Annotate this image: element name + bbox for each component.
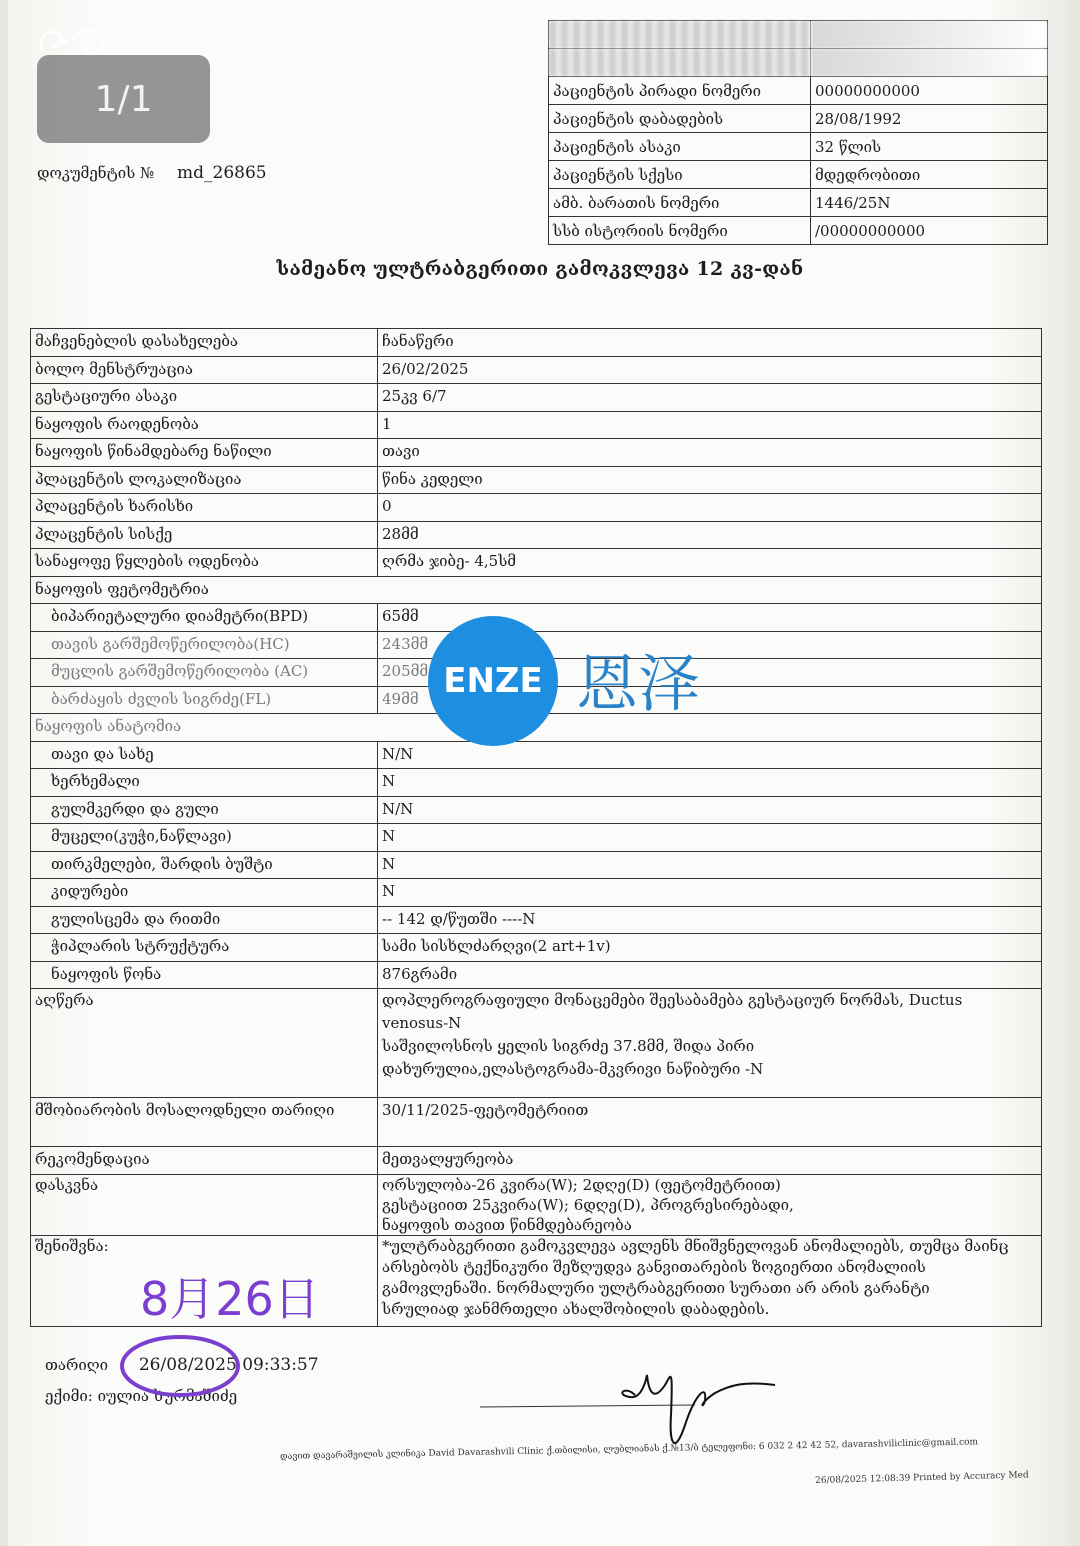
conclusion-line: გესტაციით 25კვირა(W); 6დღე(D), პროგრესირებადი, <box>382 1195 794 1214</box>
doctor-label: ექიმი: <box>45 1387 93 1405</box>
row-label: ჭიპლარის სტრუქტურა <box>31 934 378 962</box>
patient-label: სსბ ისტორიის ნომერი <box>549 217 811 245</box>
table-row <box>31 466 1042 494</box>
row-label: ნაყოფის რაოდენობა <box>31 411 378 439</box>
redacted-cell <box>811 49 1048 77</box>
due-date-label: მშობიარობის მოსალოდნელი თარიღი <box>31 1098 378 1147</box>
description-line: venosus-N <box>382 1014 462 1032</box>
row-label: გულისცემა და რითმი <box>31 906 378 934</box>
recommendation-value: მეთვალყურეობა <box>378 1147 1042 1175</box>
redacted-row <box>549 21 1048 49</box>
row-label: თავი და სახე <box>31 741 378 769</box>
document-number-value: md_26865 <box>177 163 267 183</box>
watermark-text: 恩泽 <box>576 647 701 720</box>
note-line: სრულიად ჯანმრთელი ახალშობილის დაბადების. <box>382 1299 770 1318</box>
patient-value: 32 წლის <box>811 133 1048 161</box>
row-label: სანაყოფე წყლების ოდენობა <box>31 549 378 577</box>
row-label: გესტაციური ასაკი <box>31 384 378 412</box>
page-counter[interactable]: 1/1 <box>37 55 210 143</box>
row-value: წინა კედელი <box>378 466 1042 494</box>
table-row <box>31 961 1042 989</box>
table-row <box>31 439 1042 467</box>
table-row <box>31 769 1042 797</box>
section-header-fetometry <box>31 576 1042 604</box>
note-line: გამოვლენაში. ნორმალური ულტრაბგერითი სურათი არ არის გარანტი <box>382 1278 930 1297</box>
patient-label: პაციენტის პირადი ნომერი <box>549 77 811 105</box>
patient-row <box>549 189 1048 217</box>
row-value: 25კვ 6/7 <box>378 384 1042 412</box>
watermark-badge: ENZE <box>428 616 558 746</box>
row-label: ბარძაყის ძვლის სიგრძე(FL) <box>31 686 378 714</box>
row-value: N/N <box>378 741 1042 769</box>
row-label: ბოლო მენსტრუაცია <box>31 356 378 384</box>
table-row <box>31 934 1042 962</box>
row-value: -- 142 დ/წუთში ----N <box>378 906 1042 934</box>
conclusion-line: ორსულობა-26 კვირა(W); 2დღე(D) (ფეტომეტრიით) <box>382 1175 781 1194</box>
patient-value: 28/08/1992 <box>811 105 1048 133</box>
date-value: 26/08/2025 09:33:57 <box>138 1355 319 1375</box>
row-value: N/N <box>378 796 1042 824</box>
row-value: ჩანაწერი <box>378 329 1042 357</box>
row-label: პლაცენტის ხარისხი <box>31 494 378 522</box>
patient-row <box>549 217 1048 245</box>
table-row <box>31 549 1042 577</box>
row-label: ხერხემალი <box>31 769 378 797</box>
row-value: 243მმ <box>378 631 1042 659</box>
description-line: დოპლეროგრაფიული მონაცემები შეესაბამება გესტაციურ ნორმას, Ductus <box>382 991 963 1009</box>
row-value: 205მმ <box>378 659 1042 687</box>
row-label: მუცლის გარშემოწერილობა (AC) <box>31 659 378 687</box>
note-line: *ულტრაბგერითი გამოკვლევა ავლენს მნიშვნელოვან ანომალიებს, თუმცა მაინც <box>382 1236 1009 1255</box>
date-circle-highlight <box>118 1330 248 1402</box>
table-row <box>31 329 1042 357</box>
watermark <box>428 616 738 736</box>
row-value: N <box>378 769 1042 797</box>
row-label: თირკმელები, შარდის ბუშტი <box>31 851 378 879</box>
row-value: 0 <box>378 494 1042 522</box>
row-label: თავის გარშემოწერილობა(HC) <box>31 631 378 659</box>
redacted-cell <box>549 21 811 49</box>
document-number <box>37 163 267 183</box>
patient-row <box>549 133 1048 161</box>
handwritten-annotation: 8月26日 <box>140 1272 320 1326</box>
row-label: პლაცენტის სისქე <box>31 521 378 549</box>
conclusion-row <box>31 1174 1042 1235</box>
description-label: აღწერა <box>31 989 378 1098</box>
due-date-value: 30/11/2025-ფეტომეტრიით <box>378 1098 1042 1147</box>
conclusion-label: დასკვნა <box>31 1174 378 1235</box>
table-row <box>31 796 1042 824</box>
patient-label: პაციენტის დაბადების <box>549 105 811 133</box>
doctor-name: იულია ხურმაშიძე <box>97 1387 238 1405</box>
table-row <box>31 851 1042 879</box>
note-line: არსებობს ტექნიკური შეზღუდვა განვითარების ზოგიერთი ანომალიის <box>382 1257 926 1276</box>
row-label: პლაცენტის ლოკალიზაცია <box>31 466 378 494</box>
row-label: მუცელი(კუჭი,ნაწლავი) <box>31 824 378 852</box>
table-row <box>31 741 1042 769</box>
section-label: ნაყოფის ანატომია <box>31 714 1042 742</box>
measurements-table <box>30 328 1042 1327</box>
note-label: შენიშვნა: <box>31 1235 378 1326</box>
row-value: N <box>378 851 1042 879</box>
table-row <box>31 824 1042 852</box>
redacted-cell <box>811 21 1048 49</box>
row-value: 49მმ <box>378 686 1042 714</box>
document-title: სამეანო ულტრაბგერითი გამოკვლევა 12 კვ-დან <box>276 258 804 280</box>
redacted-cell <box>549 49 811 77</box>
patient-row <box>549 161 1048 189</box>
clinic-footer: დავით დავარაშვილის კლინიკა David Davarashvili Clinic ქ.თბილისი, ლუბლიანას ქ.№13/ბ ტელეფონი: 6 032 2 42 42 52, davarashviliclinic@gmail.com <box>280 1437 979 1462</box>
row-value: N <box>378 879 1042 907</box>
row-value: 876გრამი <box>378 961 1042 989</box>
conclusion-value <box>378 1174 1042 1235</box>
description-line: დახურულია,ელასტოგრამა-მკვრივი ნაწიბური -N <box>382 1060 764 1078</box>
description-value <box>378 989 1042 1098</box>
patient-value: მდედრობითი <box>811 161 1048 189</box>
document-number-label: დოკუმენტის № <box>37 164 155 182</box>
redacted-row <box>549 49 1048 77</box>
patient-row <box>549 105 1048 133</box>
row-value: ღრმა ჯიბე- 4,5სმ <box>378 549 1042 577</box>
table-row <box>31 356 1042 384</box>
row-label: ბიპარიეტალური დიამეტრი(BPD) <box>31 604 378 632</box>
row-value: 1 <box>378 411 1042 439</box>
row-value: სამი სისხლძარღვი(2 art+1v) <box>378 934 1042 962</box>
patient-value: /00000000000 <box>811 217 1048 245</box>
row-value: 26/02/2025 <box>378 356 1042 384</box>
recommendation-row <box>31 1147 1042 1175</box>
patient-value: 00000000000 <box>811 77 1048 105</box>
table-row <box>31 906 1042 934</box>
table-row <box>31 384 1042 412</box>
row-label: მაჩვენებლის დასახელება <box>31 329 378 357</box>
patient-row <box>549 77 1048 105</box>
date-label: თარიღი <box>45 1356 109 1374</box>
printed-info: 26/08/2025 12:08:39 Printed by Accuracy Med <box>815 1470 1029 1486</box>
row-label: კიდურები <box>31 879 378 907</box>
row-value: თავი <box>378 439 1042 467</box>
conclusion-line: ნაყოფის თავით წინმდებარეობა <box>382 1215 632 1234</box>
table-row <box>31 411 1042 439</box>
note-value <box>378 1235 1042 1326</box>
section-label: ნაყოფის ფეტომეტრია <box>31 576 1042 604</box>
row-label: ნაყოფის წონა <box>31 961 378 989</box>
patient-info-table <box>548 20 1048 245</box>
description-line: საშვილოსნოს ყელის სიგრძე 37.8მმ, შიდა პირი <box>382 1037 755 1055</box>
table-row <box>31 521 1042 549</box>
table-row <box>31 494 1042 522</box>
patient-label: პაციენტის ასაკი <box>549 133 811 161</box>
recommendation-label: რეკომენდაცია <box>31 1147 378 1175</box>
table-row <box>31 879 1042 907</box>
due-date-row <box>31 1098 1042 1147</box>
description-row <box>31 989 1042 1098</box>
patient-value: 1446/25N <box>811 189 1048 217</box>
row-value: 65მმ <box>378 604 1042 632</box>
row-value: N <box>378 824 1042 852</box>
patient-label: პაციენტის სქესი <box>549 161 811 189</box>
row-label: გულმკერდი და გული <box>31 796 378 824</box>
row-label: ნაყოფის წინამდებარე ნაწილი <box>31 439 378 467</box>
patient-label: ამბ. ბარათის ნომერი <box>549 189 811 217</box>
row-value: 28მმ <box>378 521 1042 549</box>
app-logo-icon <box>34 20 114 68</box>
